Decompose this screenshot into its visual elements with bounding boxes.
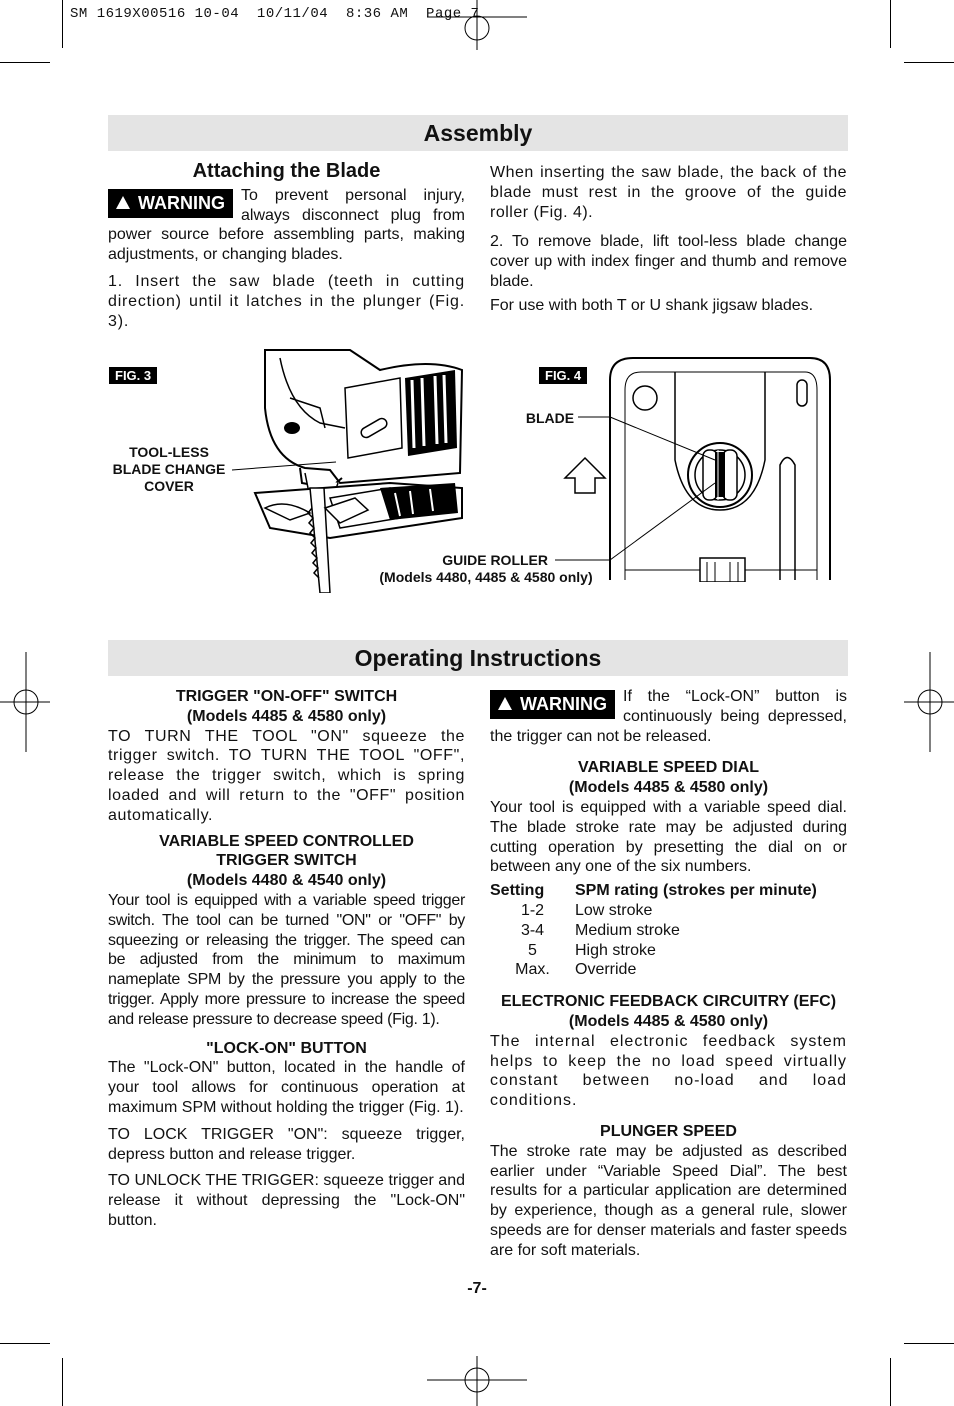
speed-dial-heading: VARIABLE SPEED DIAL xyxy=(577,759,760,777)
assembly-left-column xyxy=(108,162,465,338)
vs-trigger-text: Your tool is equipped with a variable speed trigger switch. The tool can be turned "ON" or "OFF" by squeezing or releasing the trigger. The speed can be adjusted from the minimum to maximum nameplate SPM by the pressure you apply to the trigger. Apply more pressure to increase the speed and release pressure to decrease speed (Fig. 1). xyxy=(108,891,465,1028)
fig3-callout-leader xyxy=(232,460,337,480)
setting-value: 1-2 xyxy=(520,901,545,919)
lock-on-heading: "LOCK-ON" BUTTON xyxy=(206,1039,367,1057)
assembly-warning xyxy=(108,186,465,265)
callout-line: BLADE CHANGE xyxy=(112,461,226,477)
step-1: 1. Insert the saw blade (teeth in cutting direction) until it latches in the plunger (Fig. 3). xyxy=(108,272,465,330)
trigger-switch-models: (Models 4485 & 4580 only) xyxy=(186,707,387,725)
warning-badge xyxy=(490,690,615,719)
speed-dial-models: (Models 4485 & 4580 only) xyxy=(568,779,769,797)
warning-label: WARNING xyxy=(520,694,607,714)
efc-models: (Models 4485 & 4580 only) xyxy=(568,1012,769,1030)
warning-triangle-icon xyxy=(116,196,130,209)
fig4-label: FIG. 4 xyxy=(539,367,587,384)
step-2: 2. To remove blade, lift tool-less blade change cover up with index finger and thumb and remove blade. xyxy=(490,233,847,290)
efc-heading: ELECTRONIC FEEDBACK CIRCUITRY (EFC) xyxy=(500,993,837,1011)
registration-mark-top xyxy=(427,0,527,50)
warning-text: To prevent personal injury, always disconnect plug from power source before assembling parts, making adjustments, or changing blades. xyxy=(108,186,465,264)
settings-header-spm: SPM rating (strokes per minute) xyxy=(575,882,817,900)
operating-warning xyxy=(490,687,847,746)
callout-line: GUIDE ROLLER xyxy=(442,552,548,568)
operating-right-column xyxy=(490,687,847,1268)
callout-line: (Models 4480, 4485 & 4580 only) xyxy=(379,569,593,585)
crop-mark xyxy=(904,1343,954,1344)
section-title-operating: Operating Instructions xyxy=(108,640,848,676)
lock-on-text: The "Lock-ON" button, located in the handle of your tool allows for continuous operation at maximum SPM without holding the trigger (Fig. 1). xyxy=(108,1059,465,1116)
unlock-trigger-text: TO UNLOCK THE TRIGGER: squeeze trigger and release it without depressing the "Lock-ON" button. xyxy=(108,1172,465,1229)
warning-triangle-icon xyxy=(498,697,512,710)
warning-label: WARNING xyxy=(138,192,225,213)
plunger-speed-text: The stroke rate may be adjusted as described earlier under “Variable Speed Dial”. The best results for a particular application are determined by experience, though as a general rule, slower speeds are for denser materials and faster speeds are for soft materials. xyxy=(490,1142,847,1259)
settings-table xyxy=(490,881,847,980)
speed-dial-text: Your tool is equipped with a variable speed dial. The blade stroke rate may be adjusted during cutting operation by presetting the dial on or between any one of the six numbers. xyxy=(490,798,847,876)
page-number: -7- xyxy=(467,1280,487,1297)
crop-mark xyxy=(890,1358,891,1406)
warning-text: If the “Lock-ON” button is continuously being depressed, the trigger can not be released. xyxy=(490,688,847,745)
settings-header-setting: Setting xyxy=(490,882,545,900)
attaching-blade-heading: Attaching the Blade xyxy=(192,160,381,182)
callout-line: TOOL-LESS xyxy=(129,444,209,460)
registration-mark-left xyxy=(0,652,50,752)
trigger-switch-text: TO TURN THE TOOL "ON" squeeze the trigger switch. TO TURN THE TOOL "OFF", release the trigger switch, which is spring loaded and will return to the "OFF" position automatically. xyxy=(108,727,465,824)
crop-mark xyxy=(62,0,63,48)
setting-description: Medium stroke xyxy=(575,921,680,939)
warning-badge xyxy=(108,189,233,218)
crop-mark xyxy=(890,0,891,48)
vs-trigger-heading-1: VARIABLE SPEED CONTROLLED xyxy=(159,832,414,850)
setting-description: Low stroke xyxy=(575,901,653,919)
fig4-callout-leaders xyxy=(550,405,725,575)
setting-value: 5 xyxy=(528,941,537,959)
print-slug: SM 1619X00516 10-04 10/11/04 8:36 AM Page 7 xyxy=(70,6,480,22)
setting-value: Max. xyxy=(515,961,550,979)
assembly-right-column xyxy=(490,163,847,323)
fig3-label: FIG. 3 xyxy=(109,367,157,384)
registration-mark-right xyxy=(904,652,954,752)
crop-mark xyxy=(0,62,50,63)
setting-value: 3-4 xyxy=(520,921,545,939)
section-title-assembly: Assembly xyxy=(108,115,848,151)
efc-text: The internal electronic feedback system helps to keep the no load speed virtually constant between no-load and load conditions. xyxy=(490,1032,847,1110)
vs-trigger-heading-2: TRIGGER SWITCH xyxy=(216,852,357,870)
blade-groove-note: When inserting the saw blade, the back of the blade must rest in the groove of the guide roller (Fig. 4). xyxy=(490,164,847,221)
crop-mark xyxy=(62,1358,63,1406)
shank-note: For use with both T or U shank jigsaw blades. xyxy=(490,296,814,314)
registration-mark-bottom xyxy=(427,1356,527,1406)
crop-mark xyxy=(904,62,954,63)
callout-blade: BLADE xyxy=(525,410,575,426)
callout-tool-less-cover xyxy=(100,444,238,495)
callout-line: COVER xyxy=(144,478,194,494)
lock-trigger-text: TO LOCK TRIGGER "ON": squeeze trigger, depress button and release trigger. xyxy=(108,1125,465,1163)
vs-trigger-models: (Models 4480 & 4540 only) xyxy=(186,872,387,890)
setting-description: High stroke xyxy=(575,941,656,959)
plunger-speed-heading: PLUNGER SPEED xyxy=(600,1122,737,1140)
trigger-switch-heading: TRIGGER "ON-OFF" SWITCH xyxy=(175,688,398,705)
operating-left-column xyxy=(108,687,465,1238)
crop-mark xyxy=(0,1343,50,1344)
setting-description: Override xyxy=(575,961,637,979)
